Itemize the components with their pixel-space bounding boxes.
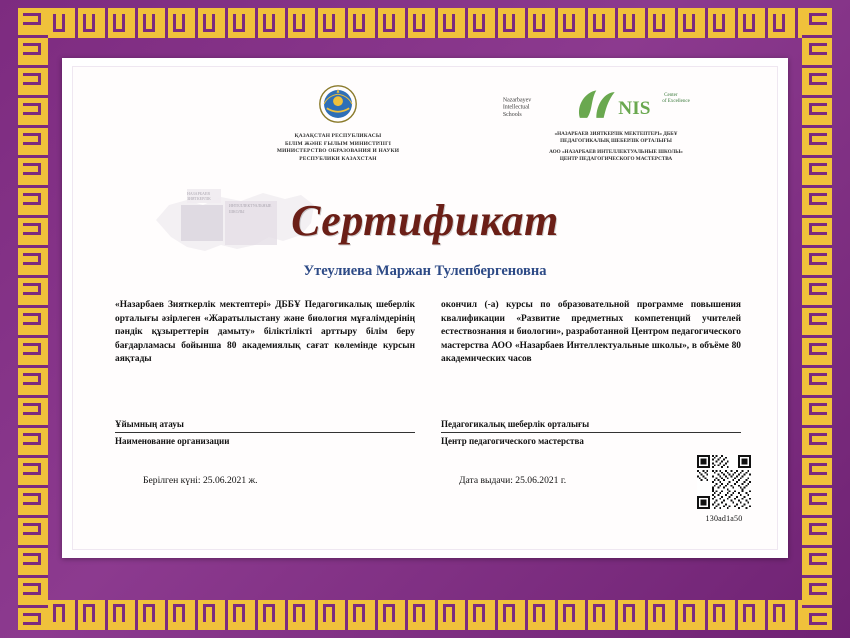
ministry-line-4: РЕСПУБЛИКИ КАЗАХСТАН: [299, 155, 377, 162]
certificate-sheet: [62, 58, 788, 558]
svg-text:Intellectual: Intellectual: [503, 104, 530, 111]
certificate-header: [73, 83, 777, 189]
ornament-band-left: [18, 8, 48, 630]
certificate-sheet-inner: [72, 66, 778, 550]
signature-row: [115, 419, 741, 446]
svg-text:Nazarbayev: Nazarbayev: [503, 97, 532, 104]
certificate-code: 130ad1a50: [705, 514, 743, 523]
svg-text:NIS: NIS: [618, 98, 651, 120]
issue-date-russian-label: Дата выдачи:: [459, 475, 513, 486]
date-row: [115, 475, 741, 486]
kazakhstan-state-emblem-icon: [317, 83, 359, 125]
svg-text:ЗИЯТКЕРЛІК: ЗИЯТКЕРЛІК: [187, 196, 211, 201]
issue-date-russian-value: 25.06.2021 г.: [515, 475, 567, 486]
certificate-body: [115, 299, 741, 367]
issue-date-kazakh-label: Берілген күні:: [143, 475, 201, 486]
svg-text:Schools: Schools: [503, 111, 523, 118]
ornament-band-right: [802, 8, 832, 630]
nis-line-kk-1: «НАЗАРБАЕВ ЗИЯТКЕРЛІК МЕКТЕПТЕРІ» ДББҰ: [554, 131, 678, 137]
nis-block: [491, 83, 741, 164]
recipient-name: Утеулиева Маржан Тулепбергеновна: [303, 263, 547, 279]
nis-center-of-excellence-logo-icon: [501, 83, 730, 127]
ministry-line-1: ҚАЗАҚСТАН РЕСПУБЛИКАСЫ: [294, 133, 382, 139]
signature-left-bottom: Наименование организации: [115, 436, 230, 446]
qr-code-icon[interactable]: [697, 455, 751, 509]
body-text-kazakh: «Назарбаев Зияткерлік мектептері» ДББҰ Педагогикалық шеберлік орталығы әзірлеген «Жаратылыстану және биология мұғалімдерінің пәндік құзыреттерін дамыту» біліктілікті арттыру білім беру бағдарламасы бойынша 80 академиялық сағат көлемінде курсын аяқтады: [115, 300, 415, 365]
svg-text:ШКОЛЫ: ШКОЛЫ: [229, 209, 245, 214]
svg-text:of Excellence: of Excellence: [662, 99, 691, 105]
signature-block-right: [441, 419, 741, 446]
ministry-line-2: БІЛІМ ЖӘНЕ ҒЫЛЫМ МИНИСТРЛІГІ: [284, 140, 391, 147]
svg-text:Center: Center: [664, 92, 679, 98]
signature-right-top: Педагогикалық шеберлік орталығы: [441, 419, 590, 429]
svg-text:ИНТЕЛЛЕКТУАЛЬНЫЕ: ИНТЕЛЛЕКТУАЛЬНЫЕ: [229, 203, 272, 208]
issue-date-kazakh-value: 25.06.2021 ж.: [202, 475, 258, 486]
nis-line-ru-1: АОО «НАЗАРБАЕВ ИНТЕЛЛЕКТУАЛЬНЫЕ ШКОЛЫ»: [549, 148, 683, 155]
body-text-russian: окончил (-а) курсы по образовательной программе повышения квалификации «Развитие предметных компетенций учителей естествознания и биологии», разработанной Центром педагогического мастерства АОО «Назарбаев Интеллектуальные школы», в объёме 80 академических часов: [441, 300, 741, 365]
issue-date-kazakh: [115, 475, 425, 486]
nis-line-kk-2: ПЕДАГОГИКАЛЫҚ ШЕБЕРЛІК ОРТАЛЫҒЫ: [560, 138, 672, 145]
ornament-band-bottom: [18, 600, 832, 630]
ministry-line-3: МИНИСТЕРСТВО ОБРАЗОВАНИЯ И НАУКИ: [276, 148, 400, 155]
signature-right-bottom: Центр педагогического мастерства: [441, 436, 584, 446]
signature-left-top: Ұйымның атауы: [115, 419, 184, 429]
signature-right-rule: [441, 431, 741, 433]
signature-block-left: [115, 419, 415, 446]
signature-left-rule: [115, 431, 415, 433]
ministry-block: [233, 83, 443, 163]
nis-line-ru-2: ЦЕНТР ПЕДАГОГИЧЕСКОГО МАСТЕРСТВА: [559, 156, 673, 163]
qr-block: [695, 455, 753, 523]
svg-text:НАЗАРБАЕВ: НАЗАРБАЕВ: [187, 191, 211, 196]
certificate-title: Сертификат: [291, 196, 559, 245]
ornament-band-top: [18, 8, 832, 38]
